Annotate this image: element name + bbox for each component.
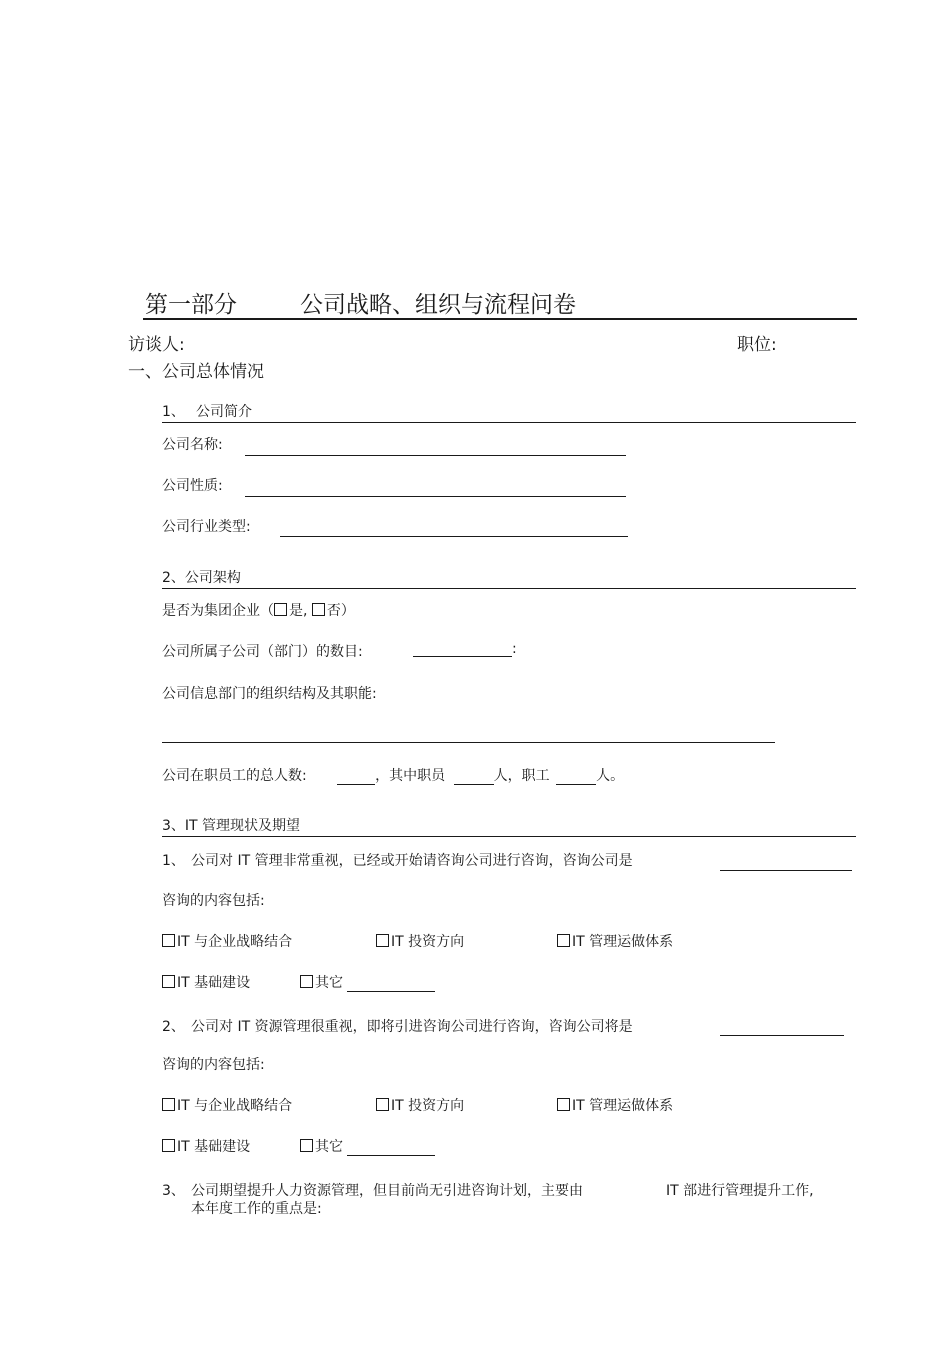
- q1-text: 公司对 IT 管理非常重视，已经或开始请咨询公司进行咨询，咨询公司是: [191, 853, 633, 869]
- q2-number: 2、: [162, 1019, 185, 1035]
- subsection-3-rule: [162, 836, 856, 837]
- option-label: 其它: [315, 975, 343, 991]
- checkbox[interactable]: [162, 975, 175, 988]
- other-field[interactable]: [347, 977, 435, 992]
- subsection-2-title: 2、公司架构: [162, 570, 241, 586]
- staff-total-field[interactable]: [337, 770, 375, 785]
- q1-content-label: 咨询的内容包括:: [162, 893, 265, 909]
- option-label: IT 管理运做体系: [572, 1098, 674, 1114]
- yes-checkbox[interactable]: [274, 603, 287, 616]
- part-label: 第一部分: [145, 292, 237, 318]
- staff-line: [162, 765, 624, 785]
- staff-end: 人。: [596, 768, 625, 784]
- checkbox[interactable]: [300, 975, 313, 988]
- company-nature-field[interactable]: [245, 478, 626, 497]
- group-question: [162, 600, 355, 620]
- checkbox[interactable]: [162, 1139, 175, 1152]
- staff-mid1: ，其中职员: [375, 768, 446, 784]
- q2-option-infra[interactable]: [162, 1136, 250, 1156]
- option-label: IT 与企业战略结合: [177, 1098, 293, 1114]
- q1-option-strategy[interactable]: [162, 931, 292, 951]
- checkbox[interactable]: [557, 934, 570, 947]
- staff-mid2: 人，职工: [493, 768, 550, 784]
- q3-line2: 本年度工作的重点是:: [191, 1201, 322, 1217]
- q1-option-investment[interactable]: [376, 931, 464, 951]
- q2-option-investment[interactable]: [376, 1095, 464, 1115]
- option-label: IT 基础建设: [177, 1139, 251, 1155]
- it-org-label: 公司信息部门的组织结构及其职能:: [162, 686, 377, 702]
- subsection-1-rule: [162, 422, 856, 423]
- no-label: 否）: [326, 603, 355, 619]
- section-heading: 一、公司总体情况: [128, 362, 264, 382]
- subsection-2-rule: [162, 588, 856, 589]
- q2-text: 公司对 IT 资源管理很重视，即将引进咨询公司进行咨询，咨询公司将是: [191, 1019, 633, 1035]
- q2-option-other[interactable]: [300, 1136, 435, 1156]
- subsidiary-suffix: :: [512, 641, 517, 657]
- other-field[interactable]: [347, 1141, 435, 1156]
- q1-number: 1、: [162, 853, 185, 869]
- position-label: 职位:: [737, 335, 777, 355]
- checkbox[interactable]: [300, 1139, 313, 1152]
- checkbox[interactable]: [376, 934, 389, 947]
- page-title: 公司战略、组织与流程问卷: [300, 292, 576, 318]
- q1-option-system[interactable]: [557, 931, 673, 951]
- group-question-text: 是否为集团企业（: [162, 603, 274, 619]
- checkbox[interactable]: [376, 1098, 389, 1111]
- subsection-1-title: 公司简介: [196, 404, 252, 420]
- staff-worker-field[interactable]: [556, 770, 596, 785]
- company-nature-label: 公司性质:: [162, 478, 223, 494]
- staff-label: 公司在职员工的总人数:: [162, 768, 307, 784]
- q2-option-strategy[interactable]: [162, 1095, 292, 1115]
- yes-label: 是,: [289, 603, 308, 619]
- company-industry-label: 公司行业类型:: [162, 519, 251, 535]
- staff-clerk-field[interactable]: [454, 770, 494, 785]
- q3-it-text: IT 部进行管理提升工作,: [666, 1183, 814, 1199]
- q3-number: 3、: [162, 1183, 185, 1199]
- q2-consultant-field[interactable]: [720, 1017, 844, 1036]
- company-name-field[interactable]: [245, 437, 626, 456]
- option-label: 其它: [315, 1139, 343, 1155]
- option-label: IT 投资方向: [391, 934, 465, 950]
- checkbox[interactable]: [557, 1098, 570, 1111]
- title-rule: [143, 318, 857, 320]
- company-name-label: 公司名称:: [162, 437, 223, 453]
- q2-content-label: 咨询的内容包括:: [162, 1057, 265, 1073]
- subsection-1-number: 1、: [162, 404, 185, 420]
- no-checkbox[interactable]: [312, 603, 325, 616]
- q3-text: 公司期望提升人力资源管理，但目前尚无引进咨询计划，主要由: [191, 1183, 583, 1199]
- checkbox[interactable]: [162, 934, 175, 947]
- subsidiary-label: 公司所属子公司（部门）的数目:: [162, 644, 363, 660]
- option-label: IT 基础建设: [177, 975, 251, 991]
- q1-option-other[interactable]: [300, 972, 435, 992]
- q1-option-infra[interactable]: [162, 972, 250, 992]
- subsidiary-field[interactable]: [413, 641, 517, 657]
- subsection-3-title: 3、IT 管理现状及期望: [162, 818, 301, 834]
- company-industry-field[interactable]: [280, 518, 628, 537]
- q1-consultant-field[interactable]: [720, 852, 852, 871]
- it-org-field[interactable]: [162, 724, 775, 743]
- option-label: IT 投资方向: [391, 1098, 465, 1114]
- option-label: IT 管理运做体系: [572, 934, 674, 950]
- checkbox[interactable]: [162, 1098, 175, 1111]
- q2-option-system[interactable]: [557, 1095, 673, 1115]
- interviewer-label: 访谈人:: [128, 335, 185, 355]
- option-label: IT 与企业战略结合: [177, 934, 293, 950]
